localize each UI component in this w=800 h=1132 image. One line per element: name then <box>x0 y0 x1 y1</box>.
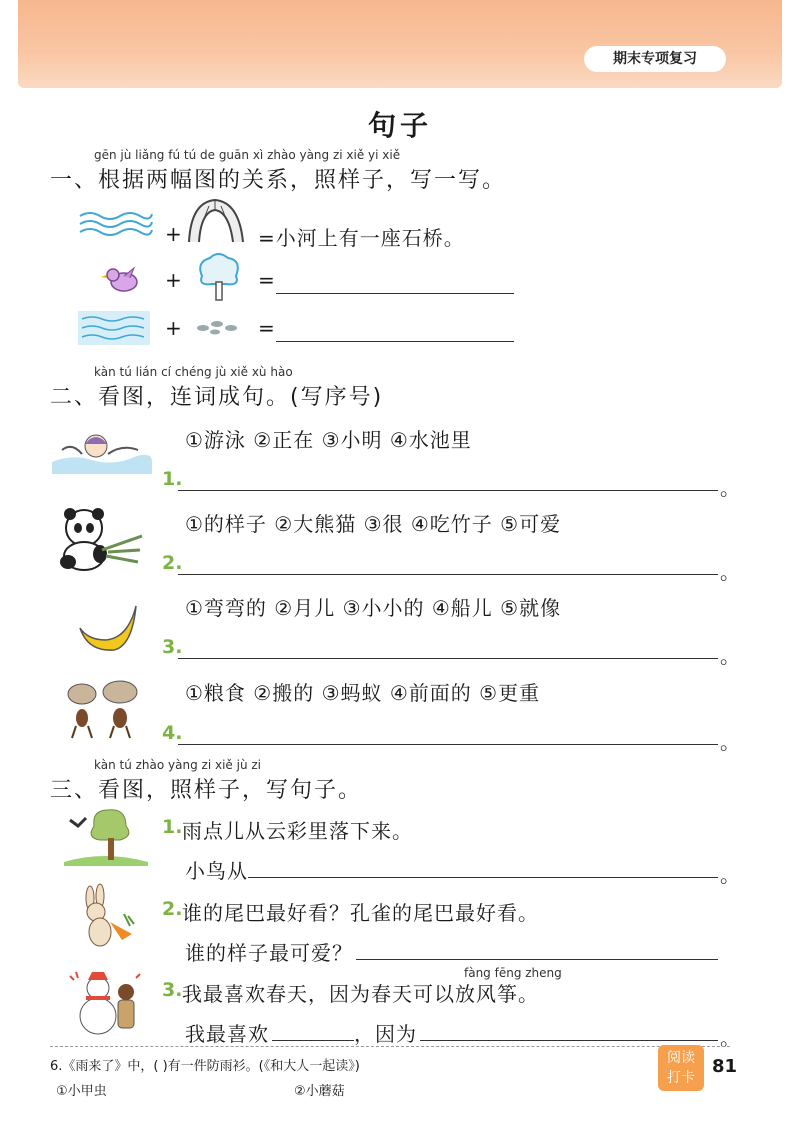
period-mark: 。 <box>720 1026 740 1050</box>
section2-heading: 二、看图，连词成句。(写序号) <box>50 385 384 410</box>
swimmer-icon <box>52 424 152 474</box>
plus-sign: + <box>165 222 183 246</box>
answer-line[interactable] <box>420 1040 718 1041</box>
item-number: 3. <box>162 979 183 1001</box>
item-number: 1. <box>162 816 183 838</box>
plus-sign: + <box>165 268 183 292</box>
word-list-3: ①弯弯的 ②月儿 ③小小的 ④船儿 ⑤就像 <box>185 596 562 620</box>
item-number: 2. <box>162 552 183 574</box>
period-mark: 。 <box>720 476 740 500</box>
example-sentence-1: 雨点儿从云彩里落下来。 <box>182 819 413 843</box>
item-number: 2. <box>162 898 183 920</box>
rabbit-icon <box>74 888 138 954</box>
answer-line[interactable] <box>272 1040 354 1041</box>
snowman-icon <box>66 970 146 1040</box>
fish-icon <box>195 316 245 336</box>
footer-divider <box>50 1046 730 1047</box>
section1-pinyin: gēn jù liǎng fú tú de guān xì zhào yàng zi xiě yi xiě <box>94 148 401 162</box>
moon-icon <box>74 602 138 654</box>
header-banner <box>18 0 782 88</box>
prompt-1: 小鸟从 <box>185 859 248 883</box>
answer-line[interactable] <box>248 877 718 878</box>
section1-heading: 一、根据两幅图的关系，照样子，写一写。 <box>50 168 507 193</box>
bird-icon <box>104 264 142 294</box>
footer-option-1: ①小甲虫 <box>56 1084 107 1099</box>
example-sentence-3: 我最喜欢春天，因为春天可以放风筝。 <box>182 982 539 1006</box>
page-title: 句子 <box>367 109 432 142</box>
footer-option-2: ②小蘑菇 <box>294 1084 345 1099</box>
section3-heading: 三、看图，照样子，写句子。 <box>50 778 363 803</box>
word-list-1: ①游泳 ②正在 ③小明 ④水池里 <box>185 428 472 452</box>
word-list-2: ①的样子 ②大熊猫 ③很 ④吃竹子 ⑤可爱 <box>185 512 562 536</box>
period-mark: 。 <box>720 863 740 887</box>
panda-icon <box>58 506 144 572</box>
prompt-2: 谁的样子最可爱？ <box>185 941 353 965</box>
example-sentence-2: 谁的尾巴最好看？孔雀的尾巴最好看。 <box>182 901 539 925</box>
example-result: =小河上有一座石桥。 <box>258 226 465 250</box>
answer-line[interactable] <box>356 959 718 960</box>
item-number: 3. <box>162 636 183 658</box>
item-number: 1. <box>162 468 183 490</box>
section2-pinyin: kàn tú lián cí chéng jù xiě xù hào <box>94 365 293 379</box>
answer-line[interactable] <box>178 658 718 659</box>
section3-pinyin: kàn tú zhào yàng zi xiě jù zi <box>94 758 262 772</box>
ants-icon <box>64 680 144 740</box>
period-mark: 。 <box>720 730 740 754</box>
equals-sign: = <box>258 268 276 292</box>
badge-line-1: 阅读 <box>667 1050 695 1066</box>
answer-line[interactable] <box>178 490 718 491</box>
bird-tree-icon <box>64 806 148 866</box>
footer-question: 6.《雨来了》中，( )有一件防雨衫。(《和大人一起读》) <box>50 1059 360 1074</box>
answer-line[interactable] <box>276 341 514 342</box>
item-number: 4. <box>162 722 183 744</box>
tree-icon <box>196 252 242 302</box>
item3-pinyin: fàng fēng zheng <box>464 966 562 980</box>
answer-line[interactable] <box>178 744 718 745</box>
period-mark: 。 <box>720 560 740 584</box>
water-icon <box>78 311 150 345</box>
prompt-3b: ，因为 <box>354 1022 417 1046</box>
answer-line[interactable] <box>276 293 514 294</box>
bridge-icon <box>185 196 247 244</box>
reading-checkin-badge <box>658 1045 704 1091</box>
badge-line-2: 打卡 <box>667 1070 695 1086</box>
answer-line[interactable] <box>178 574 718 575</box>
page-number: 81 <box>712 1056 738 1077</box>
header-tag: 期末专项复习 <box>584 46 726 72</box>
equals-sign: = <box>258 316 276 340</box>
river-icon <box>78 208 153 240</box>
plus-sign: + <box>165 316 183 340</box>
period-mark: 。 <box>720 644 740 668</box>
word-list-4: ①粮食 ②搬的 ③蚂蚁 ④前面的 ⑤更重 <box>185 681 541 705</box>
prompt-3a: 我最喜欢 <box>185 1022 269 1046</box>
